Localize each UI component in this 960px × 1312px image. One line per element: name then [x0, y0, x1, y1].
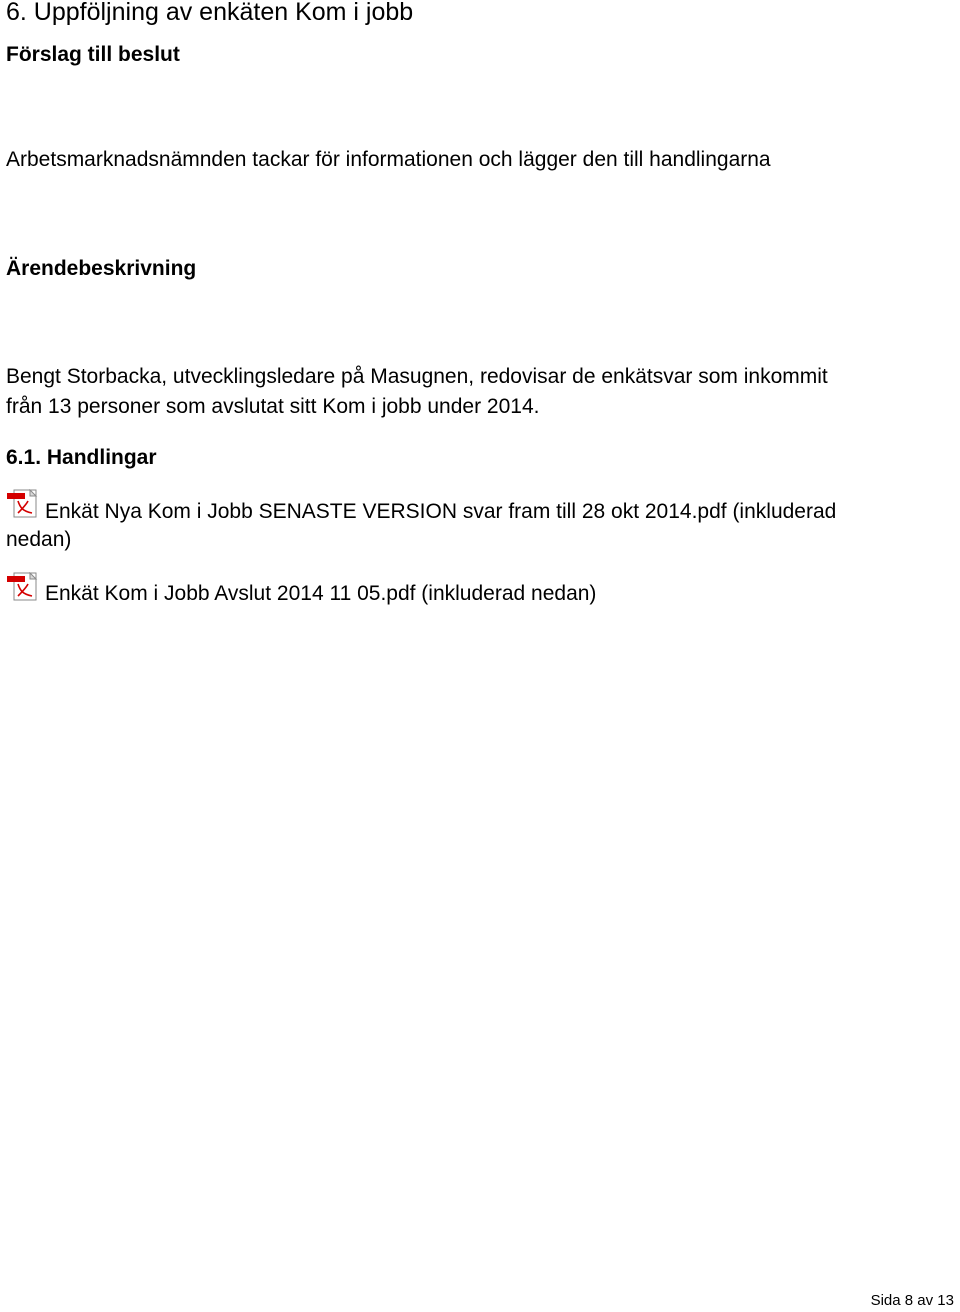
case-description-line-1: Bengt Storbacka, utvecklingsledare på Masugnen, redovisar de enkätsvar som inkommit: [6, 365, 828, 388]
case-description-line-2: från 13 personer som avslutat sitt Kom i jobb under 2014.: [6, 395, 540, 418]
attachment-link-2[interactable]: Enkät Kom i Jobb Avslut 2014 11 05.pdf (inkluderad nedan): [45, 582, 597, 605]
section-title: 6. Uppföljning av enkäten Kom i jobb: [6, 0, 414, 26]
attachment-link-1-continued[interactable]: nedan): [6, 528, 72, 551]
documents-heading: 6.1. Handlingar: [6, 446, 157, 469]
proposal-text: Arbetsmarknadsnämnden tackar för informationen och lägger den till handlingarna: [6, 148, 771, 171]
case-heading: Ärendebeskrivning: [6, 257, 197, 280]
proposal-heading: Förslag till beslut: [6, 43, 180, 66]
attachment-link-1[interactable]: Enkät Nya Kom i Jobb SENASTE VERSION svar fram till 28 okt 2014.pdf (inkluderad: [45, 500, 837, 523]
pdf-icon[interactable]: [6, 489, 39, 519]
pdf-icon[interactable]: [6, 572, 39, 602]
page-number: Sida 8 av 13: [870, 1292, 954, 1309]
